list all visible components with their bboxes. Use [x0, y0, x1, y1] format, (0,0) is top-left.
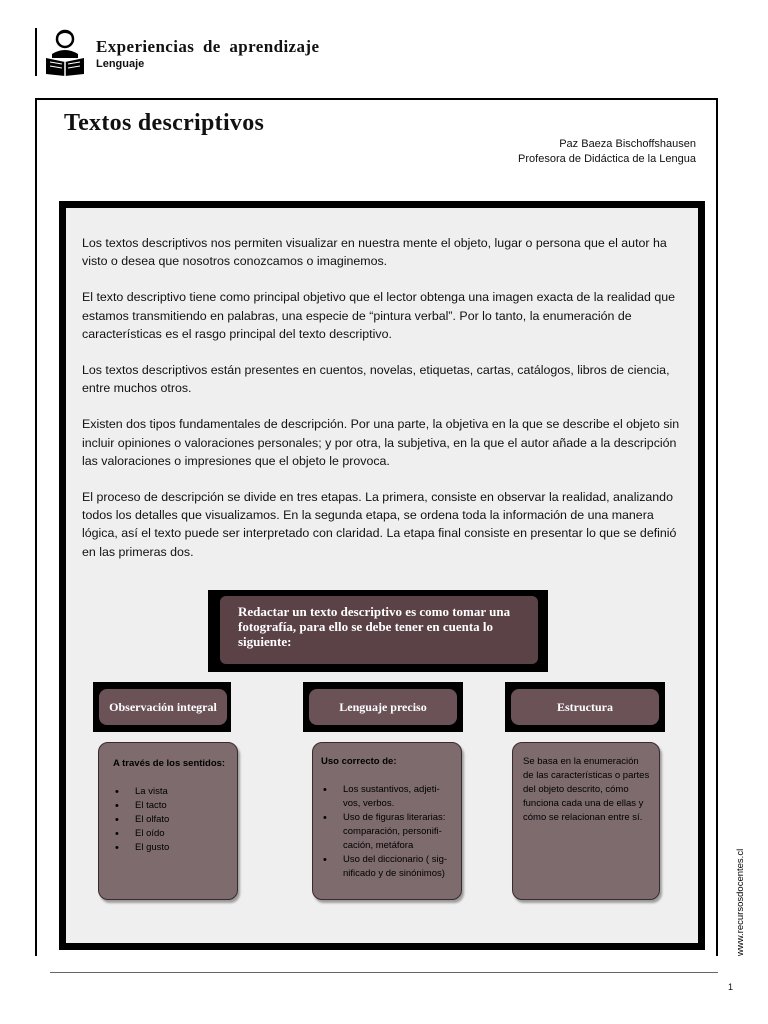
card-observacion — [98, 742, 238, 900]
header-subtitle: Lenguaje — [96, 58, 145, 70]
list-item: • El olfato — [135, 813, 237, 827]
tab-lenguaje-preciso: Lenguaje preciso — [309, 689, 457, 725]
author-block — [518, 137, 696, 167]
page-number: 1 — [728, 982, 734, 992]
page-title: Textos descriptivos — [64, 110, 265, 136]
frame-right-border — [716, 98, 718, 956]
header-title: Experiencias de aprendizaje — [96, 37, 320, 56]
paragraph: El proceso de descripción se divide en tres etapas. La primera, consiste en observar la realidad, analizando todos los detalles que visualizamos. En la segunda etapa, se ordena toda la información de una manera lógica, así el texto puede ser interpretado con claridad. La etapa final consiste en presentar lo que se definió en las primeras dos. — [82, 490, 677, 559]
list-item: • Uso de figuras literarias: comparación, personifi-cación, metáfora — [343, 811, 455, 853]
reader-logo-icon — [44, 28, 86, 76]
list-item: • El oído — [135, 827, 237, 841]
list-item: • El tacto — [135, 799, 237, 813]
card-text: Se basa en la enumeración de las características o partes del objeto descrito, cómo funciona cada una de ellas y cómo se relacionan entre sí. — [523, 756, 650, 823]
frame-top-border — [35, 98, 718, 100]
paragraph: Los textos descriptivos están presentes en cuentos, novelas, etiquetas, cartas, catálogos, libros de ciencia, entre muchos otros. — [82, 363, 670, 396]
card-lenguaje — [312, 742, 462, 900]
paragraph: El texto descriptivo tiene como principal objetivo que el lector obtenga una imagen exacta de la realidad que estamos transmitiendo en palabras, una especie de “pintura verbal”. Por lo tanto, la enumeración de características es el rasgo principal del texto descriptivo. — [82, 290, 676, 341]
list-item: • El gusto — [135, 841, 237, 855]
frame-left-border — [35, 98, 37, 956]
diagram-header-text: Redactar un texto descriptivo es como tomar una fotografía, para ello se debe tener en cuenta lo siguiente: — [238, 604, 511, 649]
card-heading: Uso correcto de: — [321, 756, 397, 767]
list-item: • Uso del diccionario ( sig-nificado y de sinónimos) — [343, 853, 455, 881]
senses-list — [113, 785, 237, 855]
header-divider — [35, 28, 37, 76]
language-list — [321, 783, 455, 881]
tab-estructura: Estructura — [511, 689, 659, 725]
card-heading: A través de los sentidos: — [113, 758, 226, 769]
paragraph: Existen dos tipos fundamentales de descripción. Por una parte, la objetiva en la que se describe el objeto sin incluir opiniones o valoraciones personales; y por otra, la subjetiva, en la que el autor añade a la descripción las valoraciones o impresiones que el objeto le provoca. — [82, 417, 680, 468]
tab-observacion-integral: Observación integral — [99, 689, 227, 725]
side-url — [733, 836, 747, 956]
paragraph: Los textos descriptivos nos permiten visualizar en nuestra mente el objeto, lugar o persona que el autor ha visto o desea que nosotros conozcamos o imaginemos. — [82, 236, 667, 269]
card-estructura — [512, 742, 660, 900]
list-item: • La vista — [135, 785, 237, 799]
author-name: Paz Baeza Bischoffshausen — [559, 138, 696, 150]
list-item: • Los sustantivos, adjeti-vos, verbos. — [343, 783, 455, 811]
author-role: Profesora de Didáctica de la Lengua — [518, 153, 696, 165]
body-text — [82, 234, 682, 579]
side-url-text: www.recursosdocentes.cl — [735, 848, 746, 956]
footer-divider — [50, 972, 718, 973]
